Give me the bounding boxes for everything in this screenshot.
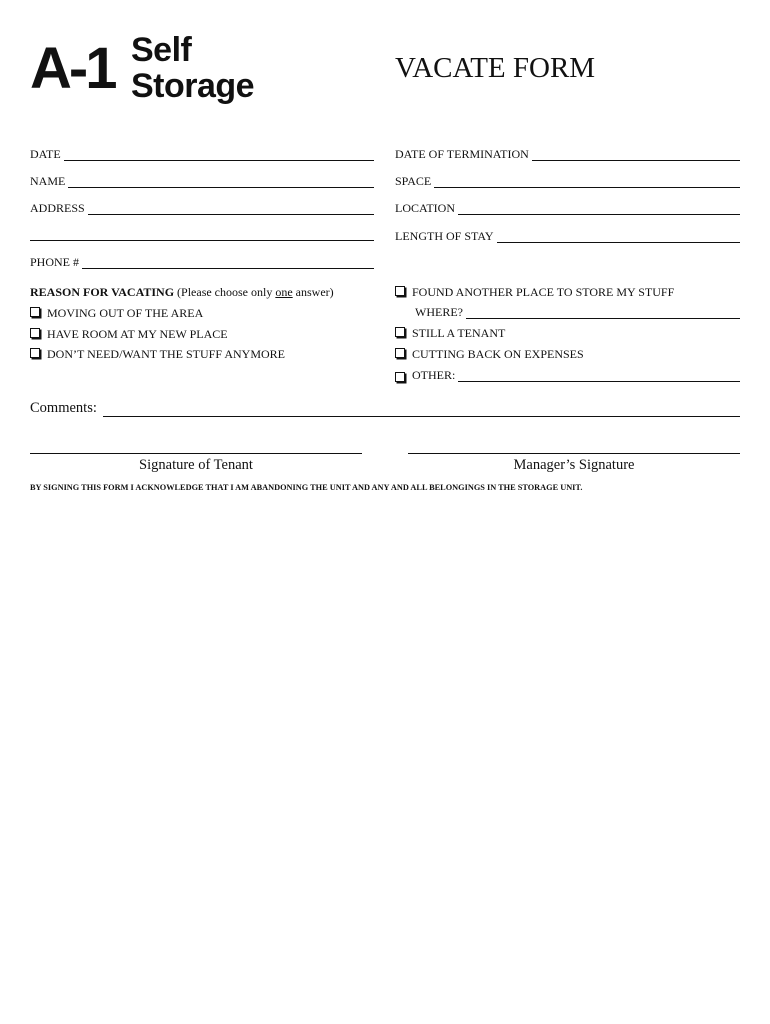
checkbox-icon[interactable]	[30, 348, 40, 358]
date-line[interactable]	[64, 149, 374, 161]
phone-field[interactable]	[30, 255, 374, 269]
date-of-termination-line[interactable]	[532, 149, 740, 161]
tenant-signature-label: Signature of Tenant	[139, 457, 253, 473]
option-found-place[interactable]	[395, 285, 674, 299]
option-label: DON’T NEED/WANT THE STUFF ANYMORE	[47, 347, 286, 361]
comments-line[interactable]	[103, 403, 740, 417]
phone-label: PHONE #	[30, 255, 80, 269]
location-line[interactable]	[458, 203, 740, 215]
phone-line[interactable]	[82, 257, 374, 269]
logo-word-self: Self	[131, 31, 192, 69]
option-still-tenant[interactable]	[395, 326, 505, 340]
form-title: VACATE FORM	[395, 52, 596, 84]
checkbox-icon[interactable]	[395, 348, 405, 358]
location-field[interactable]	[395, 201, 740, 215]
space-line[interactable]	[434, 176, 740, 188]
option-label: HAVE ROOM AT MY NEW PLACE	[47, 327, 228, 341]
address-field[interactable]	[30, 201, 374, 215]
address-label: ADDRESS	[30, 201, 85, 215]
tenant-signature-line[interactable]	[30, 453, 362, 454]
option-dont-need[interactable]	[30, 347, 285, 361]
date-of-termination-field[interactable]	[395, 147, 740, 161]
address-line[interactable]	[88, 203, 374, 215]
length-of-stay-field[interactable]	[395, 229, 740, 243]
checkbox-icon[interactable]	[30, 328, 40, 338]
manager-signature-label: Manager’s Signature	[513, 457, 635, 473]
address-line-2[interactable]	[30, 229, 374, 241]
acknowledgement-text: BY SIGNING THIS FORM I ACKNOWLEDGE THAT I AM ABANDONING THE UNIT AND ANY AND ALL BELONGINGS IN THE STORAGE UNIT.	[30, 483, 583, 492]
date-field[interactable]	[30, 147, 374, 161]
reason-heading: REASON FOR VACATING	[30, 285, 175, 299]
manager-signature-line[interactable]	[408, 453, 740, 454]
checkbox-icon[interactable]	[395, 286, 405, 296]
length-of-stay-label: LENGTH OF STAY	[395, 229, 494, 243]
company-logo	[30, 32, 280, 110]
length-of-stay-line[interactable]	[497, 231, 740, 243]
comments-label: Comments:	[30, 400, 97, 416]
date-label: DATE	[30, 147, 61, 161]
name-field[interactable]	[30, 174, 374, 188]
option-label: STILL A TENANT	[412, 326, 506, 340]
checkbox-icon[interactable]	[30, 307, 40, 317]
address-line-2-field[interactable]	[30, 229, 374, 241]
option-other[interactable]	[395, 368, 740, 382]
other-line[interactable]	[458, 370, 740, 382]
reason-heading-row	[30, 285, 334, 299]
option-cutting-back[interactable]	[395, 347, 584, 361]
comments-field[interactable]	[30, 400, 740, 417]
where-label: WHERE?	[415, 305, 463, 319]
name-label: NAME	[30, 174, 66, 188]
checkbox-icon[interactable]	[395, 372, 405, 382]
space-label: SPACE	[395, 174, 432, 188]
where-field[interactable]	[415, 305, 740, 319]
location-label: LOCATION	[395, 201, 455, 215]
option-room-new-place[interactable]	[30, 327, 228, 341]
reason-instruction-emphasis: one	[275, 285, 293, 299]
date-of-termination-label: DATE OF TERMINATION	[395, 147, 529, 161]
option-moving-out[interactable]	[30, 306, 203, 320]
option-label: CUTTING BACK ON EXPENSES	[412, 347, 584, 361]
reason-instruction-suffix: answer)	[292, 285, 334, 299]
reason-instruction-prefix: (Please choose only	[177, 285, 276, 299]
option-label: FOUND ANOTHER PLACE TO STORE MY STUFF	[412, 285, 675, 299]
where-line[interactable]	[466, 307, 740, 319]
name-line[interactable]	[68, 176, 374, 188]
logo-mark: A-1	[30, 36, 115, 101]
checkbox-icon[interactable]	[395, 327, 405, 337]
option-label: MOVING OUT OF THE AREA	[47, 306, 204, 320]
other-label: OTHER:	[412, 368, 456, 382]
space-field[interactable]	[395, 174, 740, 188]
logo-word-storage: Storage	[131, 67, 255, 105]
